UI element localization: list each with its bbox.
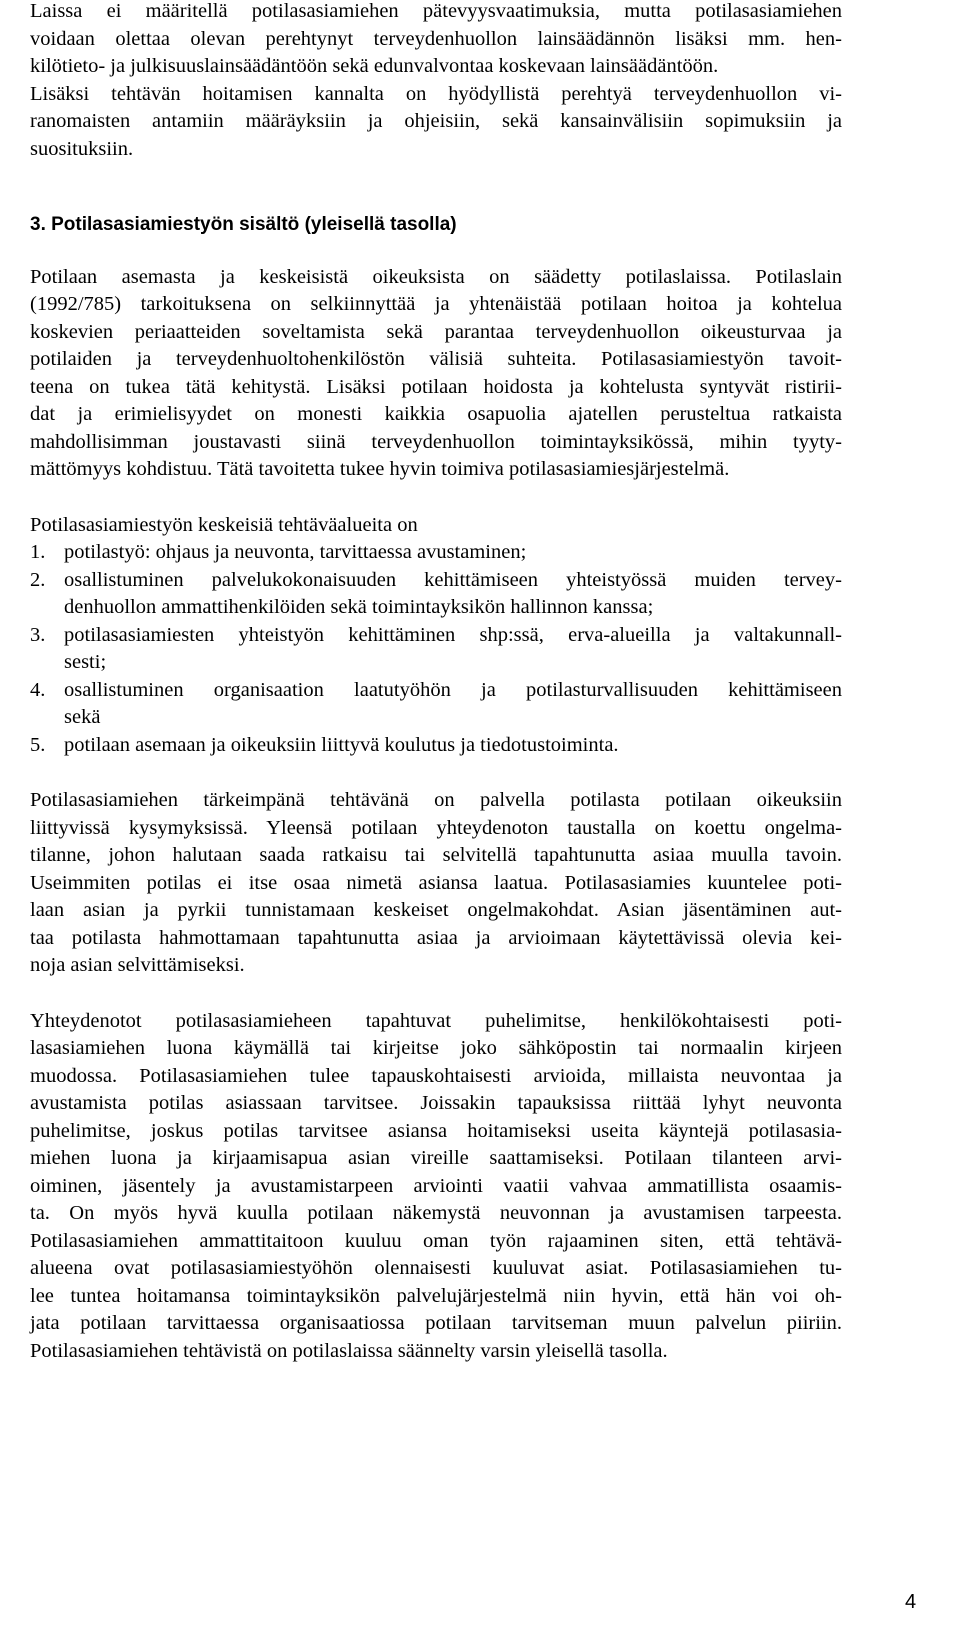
list-number: 1.: [30, 541, 46, 563]
text-line: Potilaan asemasta ja keskeisistä oikeuksista on säädetty potilaslaissa. Potilaslain: [30, 265, 842, 288]
law-paragraph: [30, 264, 842, 484]
text-line: potilaiden ja terveydenhuoltohenkilöstön välisiä suhteita. Potilasasiamiestyön tavoit-: [30, 348, 842, 370]
text-line: lee tuntea hoitamansa toimintayksikön palvelujärjestelmä niin hyvin, että hän voi oh-: [30, 1284, 842, 1307]
list-text-line: denhuollon ammattihenkilöiden sekä toimintayksikön hallinnon kanssa;: [64, 596, 654, 618]
list-text-line: osallistuminen palvelukokonaisuuden kehittämiseen yhteistyössä muiden tervey-: [64, 568, 842, 591]
list-text: potilaan asemaan ja oikeuksiin liittyvä koulutus ja tiedotustoiminta.: [64, 733, 619, 756]
text-line: jata potilaan tarvittaessa organisaatiossa potilaan tarvitseman muun palvelun piiriin.: [30, 1312, 842, 1334]
page-number: 4: [905, 1591, 917, 1613]
list-number: 4.: [30, 678, 46, 701]
list-text-line: sekä: [64, 706, 101, 728]
text-line: oiminen, jäsentely ja avustamistarpeen arviointi vaatii vahvaa ammatillista osaamis-: [30, 1174, 842, 1197]
text-line: laan asian ja pyrkii tunnistamaan keskeiset ongelmakohdat. Asian jäsentäminen aut-: [30, 899, 842, 921]
text-line: kilötieto- ja julkisuuslainsäädäntöön sekä edunvalvontaa koskevaan lainsäädäntöön.: [30, 55, 719, 77]
section-heading: 3. Potilasasiamiestyön sisältö (yleisellä tasolla): [30, 214, 457, 235]
text-line: Laissa ei määritellä potilasasiamiehen pätevyysvaatimuksia, mutta potilasasiamiehen: [30, 0, 842, 22]
text-line: mättömyys kohdistuu. Tätä tavoitetta tukee hyvin toimiva potilasasiamiesjärjestelmä.: [30, 458, 730, 480]
list-item: [30, 567, 842, 622]
text-line: teena on tukea tätä kehitystä. Lisäksi potilaan hoidosta ja kohtelusta syntyvät ristirii-: [30, 375, 842, 398]
list-text: potilastyö: ohjaus ja neuvonta, tarvittaessa avustaminen;: [64, 541, 527, 563]
list-item: [30, 539, 842, 567]
list-number: 2.: [30, 568, 46, 591]
list-intro: Potilasasiamiestyön keskeisiä tehtäväalueita on: [30, 513, 418, 536]
list-text-line: osallistuminen organisaation laatutyöhön ja potilasturvallisuuden kehittämiseen: [64, 678, 842, 701]
list-item: [30, 677, 842, 732]
list-item: [30, 732, 842, 760]
list-number: 3.: [30, 623, 46, 646]
text-line: muodossa. Potilasasiamiehen tulee tapauskohtaisesti arvioida, millaista neuvontaa ja: [30, 1064, 842, 1087]
role-paragraph: [30, 787, 842, 980]
text-line: koskevien periaatteiden soveltamista sekä parantaa terveydenhuollon oikeusturvaa ja: [30, 320, 842, 343]
text-line: Potilasasiamiehen tärkeimpänä tehtävänä on palvella potilasta potilaan oikeuksiin: [30, 789, 842, 811]
list-number: 5.: [30, 733, 46, 756]
intro-paragraph: [30, 0, 842, 163]
list-text-line: sesti;: [64, 651, 107, 673]
list-text-line: potilasasiamiesten yhteistyön kehittäminen shp:ssä, erva-alueilla ja valtakunnall-: [64, 623, 842, 646]
task-list: [30, 539, 842, 759]
text-line: miehen luona ja kirjaamisapua asian vireille saattamiseksi. Potilaan tilanteen arvi-: [30, 1147, 842, 1169]
text-line: lasasiamiehen luona käymällä tai kirjeitse joko sähköpostin tai normaalin kirjeen: [30, 1037, 842, 1059]
text-line: mahdollisimman joustavasti siinä terveydenhuollon toimintayksikössä, mihin tyyty-: [30, 430, 842, 453]
text-line: Yhteydenotot potilasasiamieheen tapahtuvat puhelimitse, henkilökohtaisesti poti-: [30, 1009, 842, 1032]
contact-paragraph: [30, 1008, 842, 1366]
text-line: Useimmiten potilas ei itse osaa nimetä asiansa laatua. Potilasasiamies kuuntelee poti-: [30, 871, 842, 894]
text-line: ta. On myös hyvä kuulla potilaan näkemystä neuvonnan ja avustamisen tarpeesta.: [30, 1202, 842, 1224]
list-item: [30, 622, 842, 677]
text-line: noja asian selvittämiseksi.: [30, 954, 245, 976]
text-line: alueena ovat potilasasiamiestyöhön olennaisesti kuuluvat asiat. Potilasasiamiehen tu-: [30, 1257, 842, 1279]
text-line: avustamista potilas asiassaan tarvitsee. Joissakin tapauksissa riittää lyhyt neuvonta: [30, 1092, 842, 1114]
document-page: [30, 0, 842, 1365]
text-line: Potilasasiamiehen tehtävistä on potilaslaissa säännelty varsin yleisellä tasolla.: [30, 1339, 668, 1362]
text-line: suosituksiin.: [30, 137, 134, 160]
text-line: Potilasasiamiehen ammattitaitoon kuuluu oman työn rajaaminen siten, että tehtävä-: [30, 1229, 842, 1252]
text-line: ranomaisten antamiin määräyksiin ja ohjeisiin, sekä kansainvälisiin sopimuksiin ja: [30, 110, 842, 132]
text-line: Lisäksi tehtävän hoitamisen kannalta on hyödyllistä perehtyä terveydenhuollon vi-: [30, 82, 842, 105]
text-line: voidaan olettaa olevan perehtynyt terveydenhuollon lainsäädännön lisäksi mm. hen-: [30, 27, 842, 50]
text-line: liittyvissä kysymyksissä. Yleensä potilaan yhteydenoton taustalla on koettu ongelma-: [30, 816, 842, 839]
text-line: taa potilasta hahmottamaan tapahtunutta asiaa ja arvioimaan käytettävissä olevia kei-: [30, 926, 842, 949]
text-line: (1992/785) tarkoituksena on selkiinnyttää ja yhtenäistää potilaan hoitoa ja kohtelua: [30, 293, 842, 315]
text-line: tilanne, johon halutaan saada ratkaisu tai selvitellä tapahtunutta asiaa muulla tavoin.: [30, 844, 842, 866]
text-line: dat ja erimielisyydet on monesti kaikkia osapuolia ajatellen perusteltua ratkaista: [30, 403, 842, 425]
text-line: puhelimitse, joskus potilas tarvitsee asiansa hoitamiseksi useita käyntejä potilasasia-: [30, 1119, 842, 1142]
